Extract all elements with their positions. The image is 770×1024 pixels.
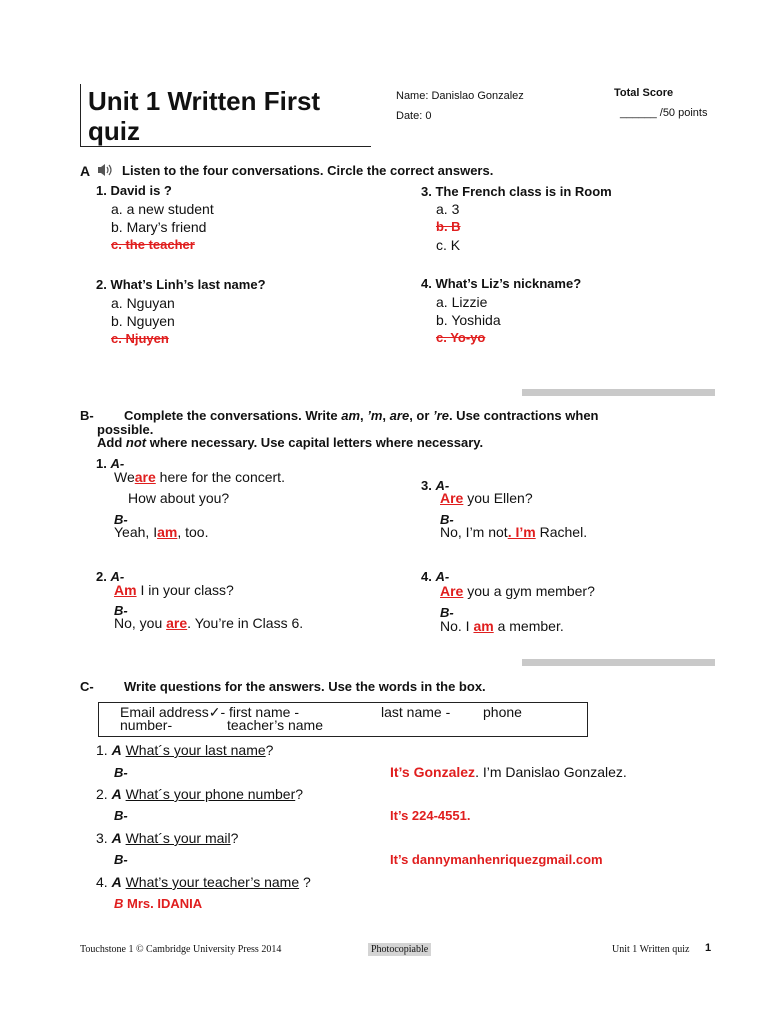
speaker-icon: [96, 162, 114, 183]
conv-1-line-a2: How about you?: [128, 490, 230, 506]
section-b-letter: B-: [80, 408, 94, 423]
question-a4: 4. What’s Liz’s nickname?: [421, 276, 582, 291]
conv-4-fill-a: Are: [440, 583, 464, 599]
question-a2: 2. What’s Linh’s last name?: [96, 277, 266, 292]
question-a1: 1. David is ?: [96, 183, 172, 198]
c-item-2-answer: It’s 224-4551.: [390, 808, 471, 823]
conv-3-line-a: Are you Ellen?: [440, 490, 533, 506]
c-item-1-answer: It’s Gonzalez. I’m Danislao Gonzalez.: [390, 764, 627, 780]
conv-2-fill-a: Am: [114, 582, 137, 598]
conv-3-fill-b: . I’m: [507, 524, 536, 540]
option-a4-c-selected: c. Yo-yo: [436, 330, 486, 345]
word-box-line-1: Email address✓- first name -: [120, 704, 300, 720]
page-title: Unit 1 Written First quiz: [88, 86, 321, 146]
conv-1-fill-a: are: [134, 469, 156, 485]
option-a3-b-selected: b. B: [436, 219, 461, 234]
total-score-label: Total Score: [614, 87, 674, 99]
conv-4-line-a: Are you a gym member?: [440, 583, 595, 599]
conv-1-number: 1. A-: [96, 456, 125, 471]
word-box-phone: phone: [483, 704, 522, 720]
option-a2-c-selected: c. Njuyen: [111, 331, 169, 346]
c-item-3-question: 3. A What´s your mail?: [96, 830, 239, 846]
conv-1-line-b: Yeah, Iam, too.: [114, 524, 209, 540]
footer-unit: Unit 1 Written quiz: [612, 944, 690, 955]
section-divider: [522, 389, 715, 396]
conv-3-fill-a: Are: [440, 490, 464, 506]
conv-2-fill-b: are: [166, 615, 188, 631]
option-a2-b: b. Nguyen: [111, 313, 175, 329]
option-a1-c-selected: c. the teacher: [111, 237, 195, 252]
section-divider: [522, 659, 715, 666]
conv-1-label-b: B-: [114, 512, 128, 527]
section-c-letter: C-: [80, 679, 94, 694]
c-item-2-question: 2. A What´s your phone number?: [96, 786, 304, 802]
c-item-4-answer: B Mrs. IDANIA: [114, 896, 203, 911]
option-a3-a: a. 3: [436, 201, 460, 217]
student-name: Name: Danislao Gonzalez: [396, 90, 524, 102]
question-a3: 3. The French class is in Room: [421, 184, 612, 199]
word-box-number: number-: [120, 717, 173, 733]
option-a1-a: a. a new student: [111, 201, 214, 217]
option-a3-c: c. K: [436, 237, 461, 253]
option-a4-b: b. Yoshida: [436, 312, 501, 328]
section-b-instruction-2: Add not where necessary. Use capital letters where necessary.: [97, 435, 484, 450]
footer-photocopiable: Photocopiable: [368, 943, 431, 956]
section-a-letter: A: [80, 163, 91, 179]
section-b-instruction: Complete the conversations. Write am, ’m, are, or ’re. Use contractions when: [124, 408, 599, 423]
conv-3-number: 3. A-: [421, 478, 450, 493]
conv-2-line-b: No, you are. You’re in Class 6.: [114, 615, 304, 631]
conv-4-fill-b: am: [473, 618, 494, 634]
conv-4-line-b: No. I am a member.: [440, 618, 564, 634]
option-a4-a: a. Lizzie: [436, 294, 488, 310]
quiz-date: Date: 0: [396, 110, 432, 122]
conv-1-line-a: Weare here for the concert.: [114, 469, 285, 485]
conv-2-line-a: Am I in your class?: [114, 582, 234, 598]
option-a1-b: b. Mary’s friend: [111, 219, 207, 235]
c-item-1-label-b: B-: [114, 765, 128, 780]
word-box-teacher: teacher’s name: [227, 717, 323, 733]
option-a2-a: a. Nguyan: [111, 295, 175, 311]
conv-2-number: 2. A-: [96, 569, 125, 584]
conv-3-label-b: B-: [440, 512, 454, 527]
checkmark-icon: ✓: [208, 704, 221, 720]
conv-3-line-b: No, I’m not. I’m Rachel.: [440, 524, 588, 540]
c-item-3-answer: It’s dannymanhenriquezgmail.com: [390, 852, 603, 867]
footer-copyright: Touchstone 1 © Cambridge University Press 2014: [80, 944, 282, 955]
c-item-3-label-b: B-: [114, 852, 128, 867]
points-label: ______ /50 points: [620, 107, 708, 119]
c-item-1-question: 1. A What´s your last name?: [96, 742, 274, 758]
word-box-last-name: last name -: [381, 704, 451, 720]
section-a-instruction: Listen to the four conversations. Circle the correct answers.: [122, 163, 494, 178]
section-c-instruction: Write questions for the answers. Use the words in the box.: [124, 679, 486, 694]
conv-4-label-b: B-: [440, 605, 454, 620]
conv-2-label-b: B-: [114, 603, 128, 618]
section-b-instruction-cont: possible.: [97, 422, 154, 437]
c-item-2-label-b: B-: [114, 808, 128, 823]
page-number: 1: [705, 942, 712, 954]
c-item-4-question: 4. A What’s your teacher’s name ?: [96, 874, 311, 890]
conv-1-fill-b: am: [157, 524, 178, 540]
conv-4-number: 4. A-: [421, 569, 450, 584]
